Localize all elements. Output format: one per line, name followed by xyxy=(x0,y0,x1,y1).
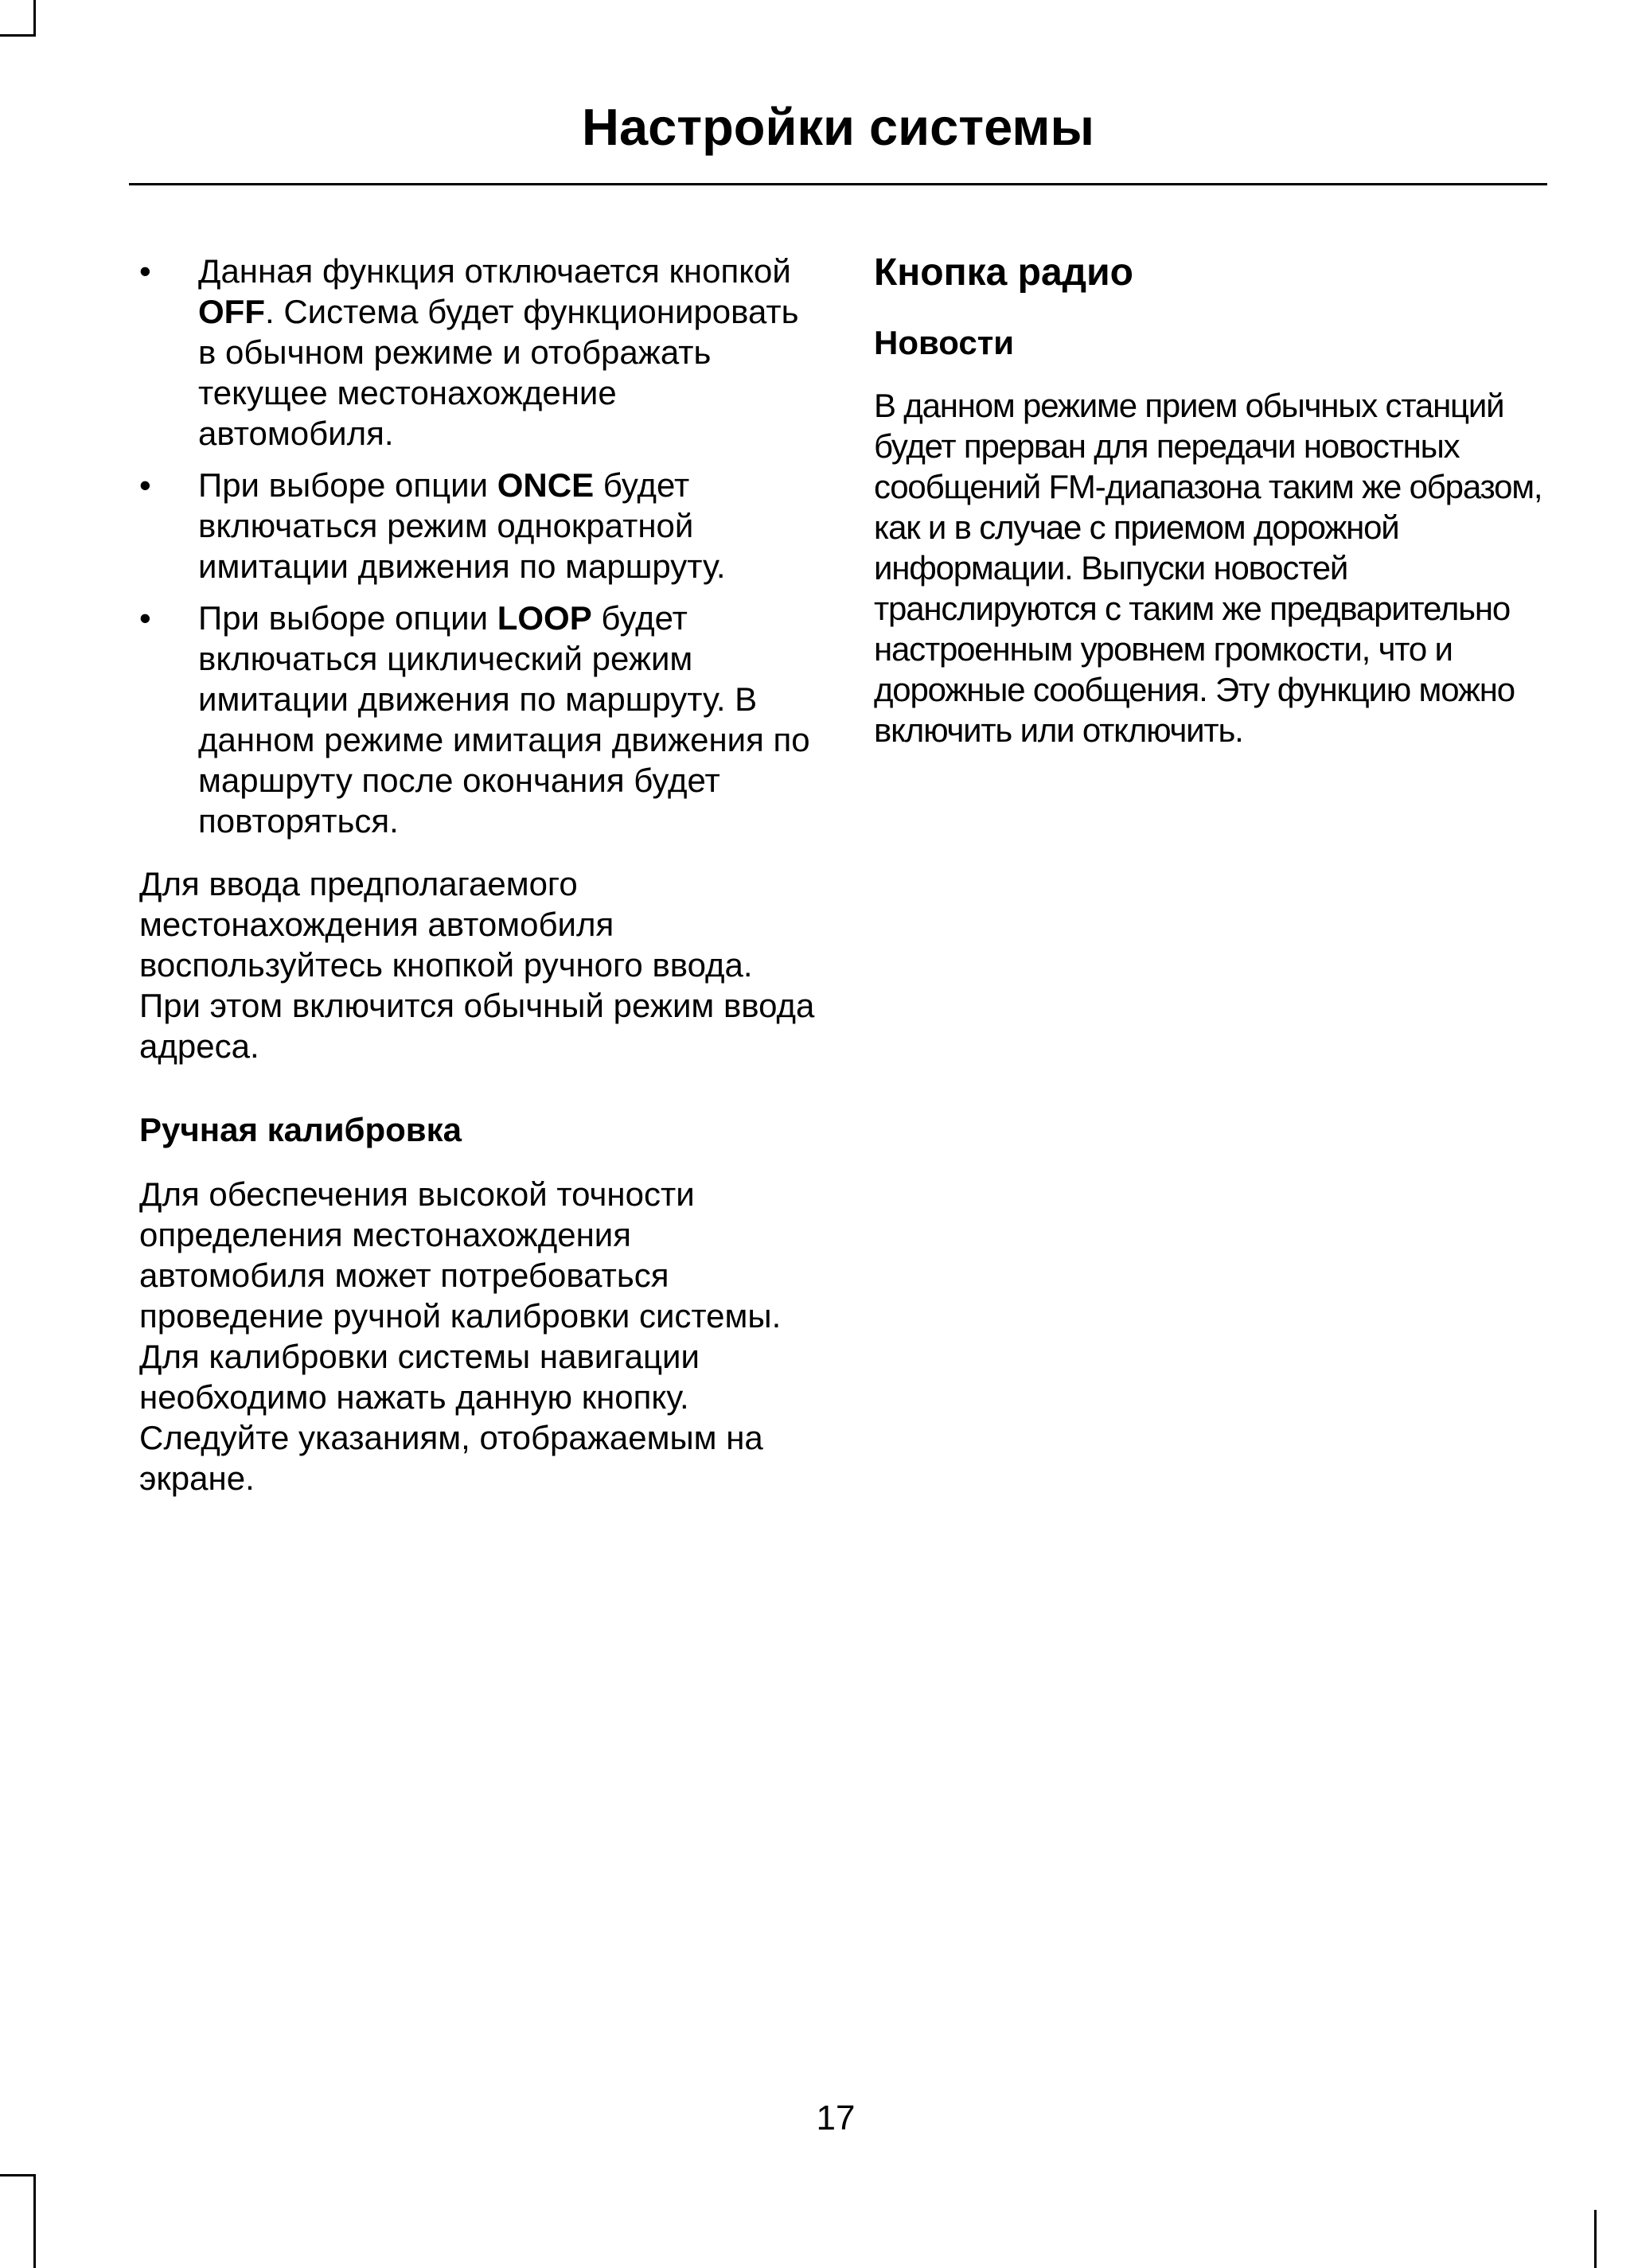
off-option-label: OFF xyxy=(198,293,265,330)
news-heading: Новости xyxy=(874,324,1015,361)
bullet-icon: • xyxy=(139,466,151,504)
bullet-icon: • xyxy=(139,252,151,290)
option-list xyxy=(139,251,816,841)
crop-mark-bottom-right-vertical xyxy=(1594,2210,1597,2268)
news-paragraph: В данном режиме прием обычных станций будет прерван для передачи новостных сообщений FM-диапазона таким же образом, как и в случае с приемом дорожной информации. Выпуски новостей транслируются с таким же предварительно настроенным уровнем громкости, что и дорожные сообщения. Эту функцию можно включить или отключить. xyxy=(874,387,1542,749)
list-item-text-pre: При выборе опции xyxy=(198,599,497,637)
crop-mark-top-left-horizontal xyxy=(0,34,36,37)
page-number: 17 xyxy=(816,2098,856,2137)
list-item-text-pre: Данная функция отключается кнопкой xyxy=(198,252,791,290)
list-item-text-post: . Система будет функционировать в обычном режиме и отображать текущее местонахождение автомобиля. xyxy=(198,293,799,452)
manual-calibration-paragraph: Для обеспечения высокой точности определения местонахождения автомобиля может потребоваться проведение ручной калибровки системы. Для калибровки системы навигации необходимо нажать данную кнопку. Следуйте указаниям, отображаемым на экране. xyxy=(139,1175,782,1497)
left-column xyxy=(139,251,816,1498)
crop-mark-bottom-left-vertical xyxy=(33,2174,36,2268)
manual-calibration-heading: Ручная калибровка xyxy=(139,1111,462,1148)
right-column xyxy=(874,251,1550,750)
list-item-off xyxy=(139,251,816,454)
list-item-loop xyxy=(139,598,816,841)
page-title: Настройки системы xyxy=(582,98,1094,156)
once-option-label: ONCE xyxy=(497,466,595,504)
radio-button-heading: Кнопка радио xyxy=(874,251,1133,294)
bullet-icon: • xyxy=(139,599,151,637)
crop-mark-top-left-vertical xyxy=(33,0,36,37)
list-item-text-post: будет включаться режим однократной имитации движения по маршруту. xyxy=(198,466,726,585)
list-item-text-pre: При выборе опции xyxy=(198,466,497,504)
list-item-text-post: будет включаться циклический режим имитации движения по маршруту. В данном режиме имитация движения по маршруту после окончания будет повторяться. xyxy=(198,599,810,840)
title-divider xyxy=(129,183,1547,185)
loop-option-label: LOOP xyxy=(497,599,592,637)
list-item-once xyxy=(139,465,816,586)
crop-mark-bottom-left-horizontal xyxy=(0,2174,36,2176)
manual-entry-paragraph: Для ввода предполагаемого местонахождения автомобиля воспользуйтесь кнопкой ручного ввода. При этом включится обычный режим ввода адреса. xyxy=(139,865,815,1065)
